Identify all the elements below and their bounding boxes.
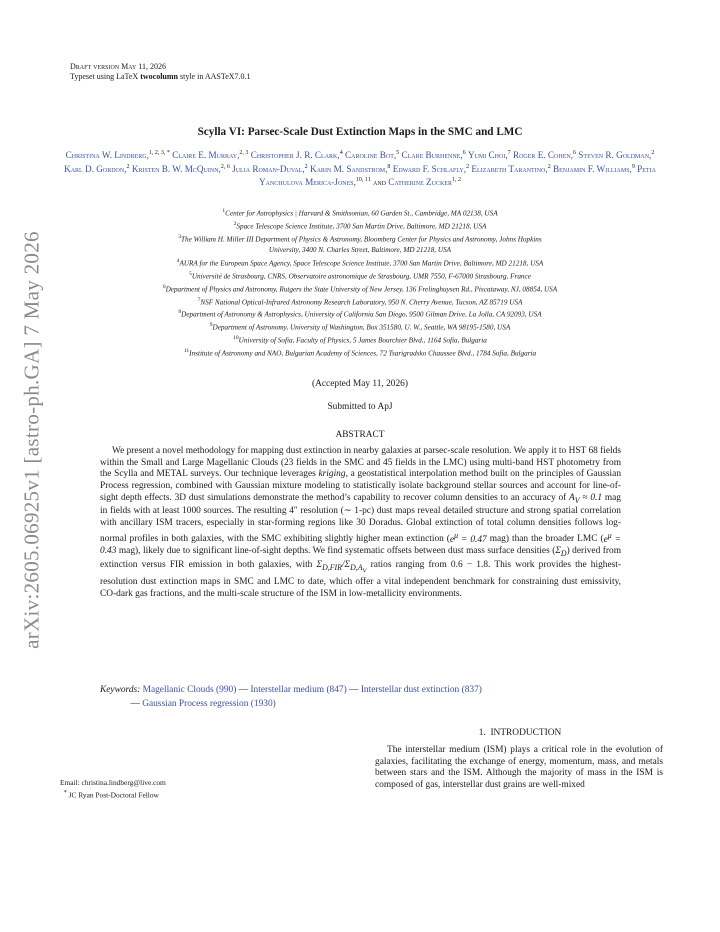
affiliation [50,245,670,256]
keyword-link[interactable]: Magellanic Clouds (990) [142,685,237,695]
math-inline: $\Sigma_{D,FIR}/\Sigma_{D,A_V}$ [316,559,367,575]
affiliation [50,269,670,282]
typeset-line: Typeset using LaTeX twocolumn style in AASTeX7.0.1 [70,72,251,81]
affiliation-text: Université de Strasbourg, CNRS, Observatoire astronomique de Strasbourg, UMR 7550, F-67000 Strasbourg, France [191,271,531,280]
draft-version-line: Draft version May 11, 2026 [70,62,167,71]
keyword-link[interactable]: Interstellar dust extinction (837) [360,685,482,695]
author-name[interactable]: Edward F. Schlafly, [392,163,467,174]
author-affiliation-marker: 2 [547,163,551,170]
affiliation-number: 9 [209,322,213,329]
author-name[interactable]: Petia Yanchulova Merica-Jones, [258,163,656,188]
author-name[interactable]: Elizabeth Tarantino, [471,163,548,174]
keyword-link[interactable]: Gaussian Process regression (1930) [142,699,276,709]
affiliation-number: 2 [233,220,237,227]
author-affiliation-marker: 4 [339,150,343,156]
affiliation-text: NSF National Optical-Infrared Astronomy Research Laboratory, 950 N. Cherry Avenue, Tucson, AZ 85719 USA [200,297,523,306]
affiliation-text: Space Telescope Science Institute, 3700 San Martin Drive, Baltimore, MD 21218, USA [236,222,487,231]
affiliation-number: 3 [178,233,182,240]
accepted-date: (Accepted May 11, 2026) [312,379,408,389]
author-name[interactable]: Steven R. Goldman, [578,150,652,161]
affiliation-number: 4 [176,257,180,264]
keyword-link[interactable]: Interstellar medium (847) [250,685,347,695]
author-affiliation-marker: 2, 3 [239,150,249,156]
affiliation [50,219,670,232]
affiliation [50,232,670,245]
abstract-body: We present a novel methodology for mapping dust extinction in nearby galaxies at parsec-scale resolution. We apply it to HST 68 fields within the Small and Large Magellanic Clouds (23 fields in the SMC and 45 fields in the LMC) using multi-band HST photometry from the Scylla and METAL surveys. Our technique leverages kriging, a geostatistical interpolation method built on the principles of Gaussian Process regression, combined with Gaussian mixture modeling to statistically isolate background stellar sources and account for line-of-sight depth effects. 3D dust simulations demonstrate the method’s capability to recover column densities to an accuracy of $A_V \approx 0.1$ mag in fields with at least 1000 sources. The resulting 4″ resolution (∼ 1-pc) dust maps reveal detailed structure and strong spatial correlation with ancillary ISM tracers, especially in star-forming regions like 30 Doradus. Global extinction of total column densities follows log-normal profiles in both galaxies, with the SMC exhibiting slightly higher mean extinction ($e^\mu = 0.47$ mag) than the broader LMC ($e^\mu = 0.43$ mag), likely due to significant line-of-sight depths. We find systematic offsets between dust mass surface densities $(\Sigma_D)$ derived from extinction versus FIR emission in both galaxies, with $\Sigma_{D,FIR}/\Sigma_{D,A_V}$ ratios ranging from 0.6 − 1.8. This work provides the highest-resolution dust extinction maps in SMC and LMC to date, which offer a vital independent benchmark for constraining dust emissivity, CO-dark gas fractions, and the multi-scale structure of the ISM in low-metallicity environments. [100,446,622,599]
author-name[interactable]: Karl D. Gordon, [64,163,127,174]
affiliation-number: 5 [189,270,192,277]
author-name[interactable]: Christina W. Lindberg, [65,150,149,161]
affiliation-text: Department of Astronomy, University of Washington, Box 351580, U. W., Seattle, WA 98195-1580, USA [212,323,511,332]
author-affiliation-marker: 2 [126,163,130,170]
arxiv-identifier [9,230,55,650]
keywords [100,683,621,711]
arxiv-id-text: arXiv:2605.06925v1 [astro-ph.GA] 7 May 2026 [19,231,44,649]
affiliation-text: AURA for the European Space Agency, Space Telescope Science Institute, 3700 San Martin Drive, Baltimore, MD 21218, USA [179,258,544,267]
author-affiliation-marker: 8 [387,163,391,170]
keyword-separator: — [100,699,143,709]
math-inline: $e^\mu = 0.43$ [100,530,621,557]
keyword-separator: — [346,685,361,695]
draft-header [70,62,251,82]
math-inline: $e^\mu = 0.47$ [449,530,487,545]
author-affiliation-marker: 2 [651,150,655,156]
abstract-heading: ABSTRACT [335,430,385,440]
affiliation [50,320,670,333]
author-name[interactable]: Julia Roman-Duval, [232,163,305,174]
affiliation-text: The William H. Miller III Department of Physics & Astronomy, Bloomberg Center for Physics and Astronomy, Johns Hopkins [181,235,542,244]
author-affiliation-marker: 2 [466,163,470,170]
fellowship-footnote: * JC Ryan Post-Doctoral Fellow [63,790,159,800]
author-list [56,148,664,189]
author-name[interactable]: Clare Burhenne, [401,150,463,161]
section-heading-introduction: 1. INTRODUCTION [478,728,562,738]
author-affiliation-marker: 5 [396,150,400,156]
typeset-style: twocolumn [140,72,178,81]
affiliation-number: 8 [178,309,182,316]
affiliation [50,307,670,320]
affiliation-number: 1 [222,208,226,214]
author-name[interactable]: Catherine Zucker [388,177,452,188]
author-affiliation-marker: 6 [573,150,576,156]
author-name[interactable]: Yumi Choi, [467,150,508,161]
affiliation-text: Department of Astronomy & Astrophysics, University of California San Diego, 9500 Gilman Drive, La Jolla, CA 92093, USA [181,310,542,319]
author-affiliation-marker: 7 [507,150,511,156]
affiliation-text: Institute of Astronomy and NAO, Bulgarian Academy of Sciences, 72 Tsarigradsko Chaussee Blvd., 1784 Sofia, Bulgaria [189,349,537,358]
author-affiliation-marker: 6 [462,150,466,156]
affiliation [50,206,670,219]
author-affiliation-marker: 10, 11 [355,177,371,184]
math-inline: $\Sigma_D$ [555,546,567,559]
affiliation-list [50,206,670,359]
paper-title: Scylla VI: Parsec-Scale Dust Extinction Maps in the SMC and LMC [197,126,523,138]
latex-logo: LaTeX [116,72,139,81]
affiliation [50,346,670,359]
affiliation-text: Center for Astrophysics | Harvard & Smithsonian, 60 Garden St., Cambridge, MA 02138, USA [225,209,498,218]
affiliation-number: 10 [233,335,239,342]
author-name[interactable]: Karin M. Sandstrom, [309,163,388,174]
author-name[interactable]: Claire E. Murray, [172,150,240,161]
introduction-text: The interstellar medium (ISM) plays a critical role in the evolution of galaxies, facilitating the exchange of energy, momentum, mass, and metals between stars and the ISM. Although the majority of mass in the ISM is composed of gas, interstellar dust grains are well-mixed [375,745,663,790]
affiliation [50,295,670,308]
author-affiliation-marker: 1, 2 [452,177,461,184]
author-name[interactable]: Christopher J. R. Clark, [250,150,340,161]
email-footnote: Email: christina.lindberg@live.com [60,778,166,787]
affiliation-number: 11 [183,348,190,355]
author-name[interactable]: Kristen B. W. McQuinn, [131,163,221,174]
affiliation [50,333,670,346]
footnotes [60,778,166,800]
author-affiliation-marker: 9 [631,163,635,170]
affiliation-text: University of Sofia, Faculty of Physics, 5 James Bourchier Blvd., 1164 Sofia, Bulgaria [238,336,487,345]
author-name[interactable]: Benjamin F. Williams, [552,163,632,174]
author-affiliation-marker: 2, 6 [220,163,230,170]
affiliation [50,282,670,295]
author-name[interactable]: Caroline Bot, [344,150,397,161]
keyword-separator: — [236,685,251,695]
affiliation-text: Department of Physics and Astronomy, Rutgers the State University of New Jersey, 136 Frelinghuysen Rd., Piscataway, NJ, 08854, USA [165,284,558,293]
kriging-term: kriging [318,469,346,480]
math-inline: $A_V \approx 0.1$ [569,492,603,505]
keywords-label: Keywords: [100,685,143,695]
author-and: and [373,177,389,188]
affiliation [50,256,670,269]
author-affiliation-marker: 1, 2, 3, * [148,150,170,156]
submitted-to: Submitted to ApJ [327,402,393,412]
affiliation-number: 6 [162,283,166,290]
affiliation-number: 7 [197,296,201,303]
affiliation-text: University, 3400 N. Charles Street, Baltimore, MD 21218, USA [268,245,452,254]
author-name[interactable]: Roger E. Cohen, [512,150,573,161]
author-affiliation-marker: 2 [304,163,308,170]
